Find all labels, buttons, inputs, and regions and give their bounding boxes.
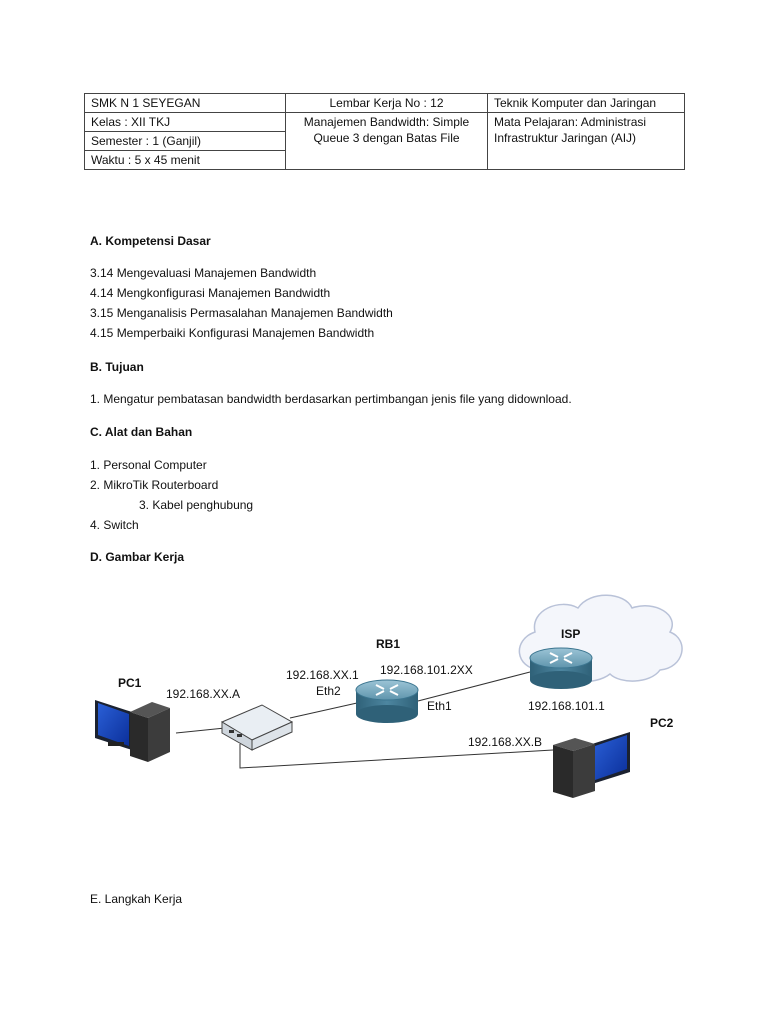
- sheet-no-cell: Lembar Kerja No : 12: [286, 94, 488, 113]
- network-diagram: [0, 585, 768, 825]
- rb1-router-icon: [356, 680, 418, 723]
- section-a-title: A. Kompetensi Dasar: [90, 234, 211, 248]
- subject-cell: Mata Pelajaran: Administrasi Infrastruktur Jaringan (AIJ): [488, 113, 685, 170]
- topic-cell: Manajemen Bandwidth: Simple Queue 3 dengan Batas File: [286, 113, 488, 170]
- class-cell: Kelas : XII TKJ: [85, 113, 286, 132]
- isp-ip-label: 192.168.101.1: [528, 699, 605, 713]
- list-item: 4.14 Mengkonfigurasi Manajemen Bandwidth: [90, 286, 331, 300]
- section-b-title: B. Tujuan: [90, 360, 144, 374]
- list-item: 3. Kabel penghubung: [139, 498, 254, 512]
- pc1-computer-icon: [95, 700, 170, 762]
- pc1-ip-label: 192.168.XX.A: [166, 687, 241, 701]
- rb1-label: RB1: [376, 637, 401, 651]
- list-item: 4.15 Memperbaiki Konfigurasi Manajemen Bandwidth: [90, 326, 375, 340]
- rb1-eth2-ip-label: 192.168.XX.1: [286, 668, 359, 682]
- eth2-label: Eth2: [316, 684, 341, 698]
- switch-icon: [222, 705, 292, 750]
- section-e-title: E. Langkah Kerja: [90, 892, 183, 906]
- semester-cell: Semester : 1 (Ganjil): [85, 132, 286, 151]
- pc2-ip-label: 192.168.XX.B: [468, 735, 543, 749]
- list-item: 1. Personal Computer: [90, 458, 207, 472]
- program-cell: Teknik Komputer dan Jaringan: [488, 94, 685, 113]
- pc1-label: PC1: [118, 676, 142, 690]
- school-cell: SMK N 1 SEYEGAN: [85, 94, 286, 113]
- header-table: [84, 93, 685, 170]
- isp-router-icon: [530, 648, 592, 689]
- link-switch-rb1: [290, 703, 357, 718]
- link-pc1-switch: [176, 728, 225, 733]
- pc2-computer-icon: [553, 732, 630, 798]
- time-cell: Waktu : 5 x 45 menit: [85, 151, 286, 170]
- list-item: 3.15 Menganalisis Permasalahan Manajemen Bandwidth: [90, 306, 393, 320]
- rb1-eth1-ip-label: 192.168.101.2XX: [380, 663, 473, 677]
- section-d-title: D. Gambar Kerja: [90, 550, 185, 564]
- list-item: 1. Mengatur pembatasan bandwidth berdasarkan pertimbangan jenis file yang didownload.: [90, 392, 572, 406]
- eth1-label: Eth1: [427, 699, 452, 713]
- list-item: 4. Switch: [90, 518, 139, 532]
- section-c-title: C. Alat dan Bahan: [90, 425, 193, 439]
- isp-label: ISP: [561, 627, 581, 641]
- list-item: 2. MikroTik Routerboard: [90, 478, 219, 492]
- list-item: 3.14 Mengevaluasi Manajemen Bandwidth: [90, 266, 317, 280]
- pc2-label: PC2: [650, 716, 674, 730]
